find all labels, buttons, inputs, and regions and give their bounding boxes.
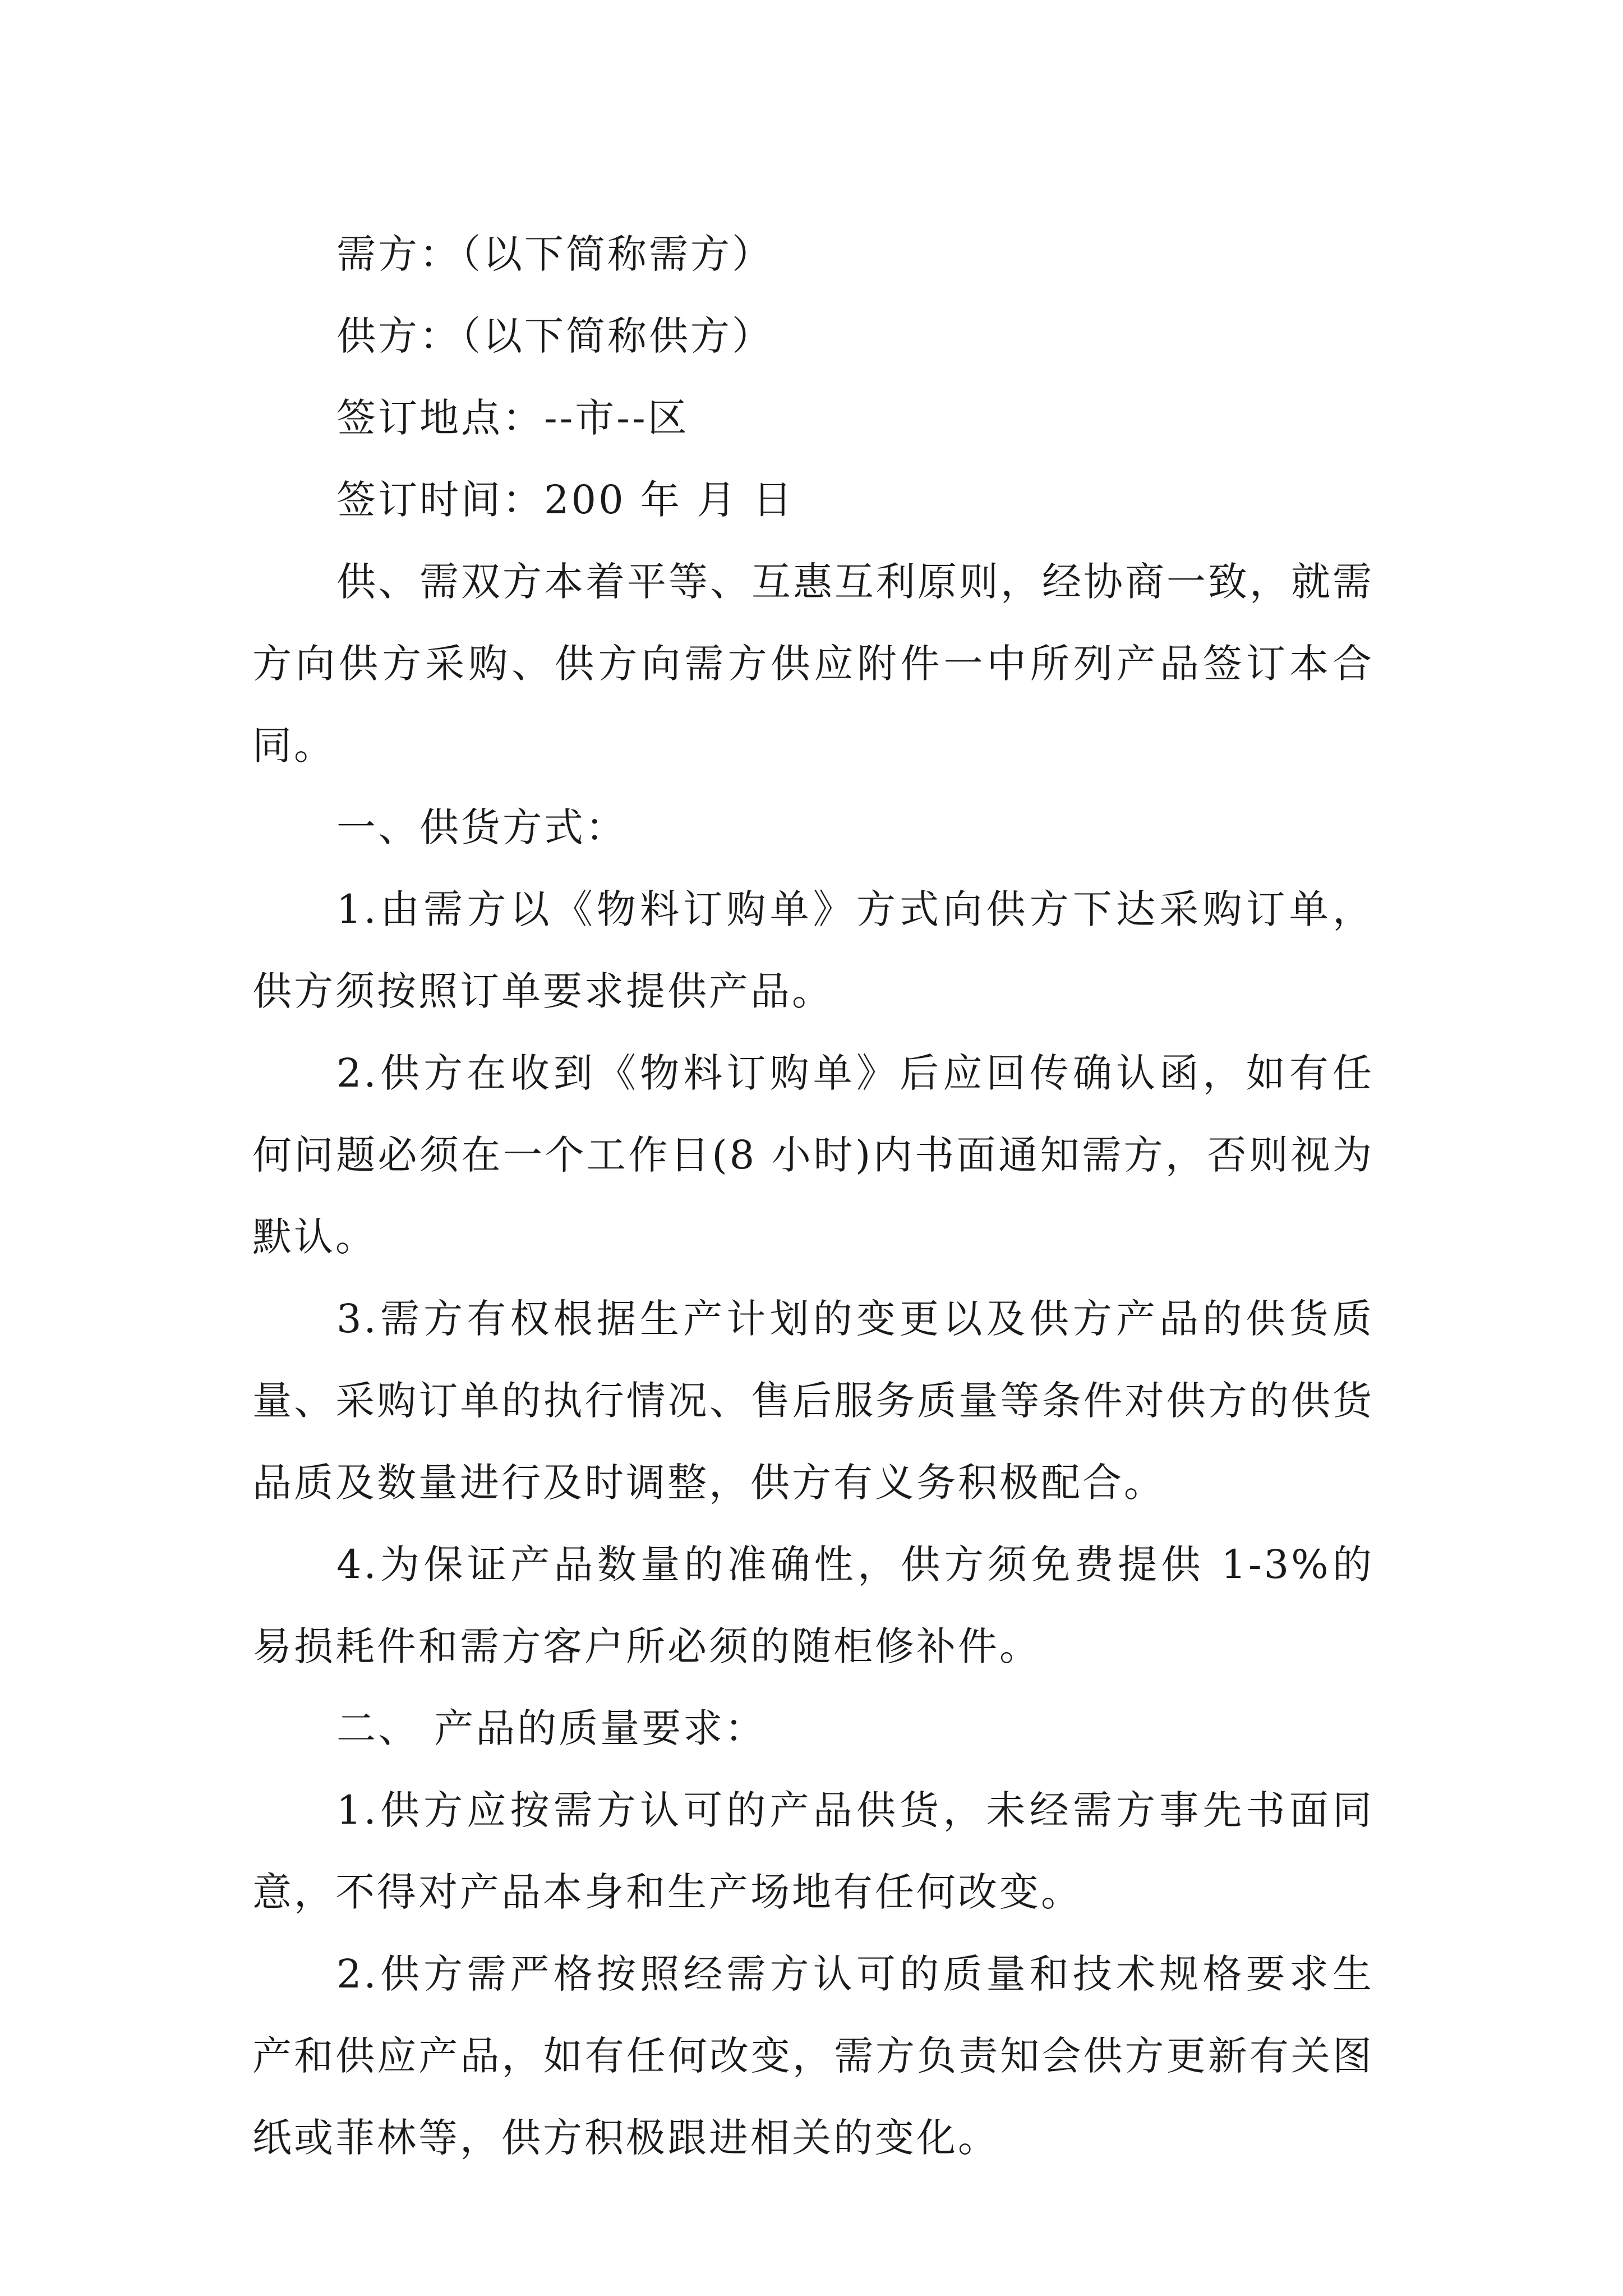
section-1-item: 1.由需方以《物料订购单》方式向供方下达采购订单，供方须按照订单要求提供产品。 bbox=[252, 886, 1374, 1014]
section-2-item: 2.供方需严格按照经需方认可的质量和技术规格要求生产和供应产品，如有任何改变，需方负责知会供方更新有关图纸或菲林等，供方积极跟进相关的变化。 bbox=[252, 1951, 1374, 2161]
section-1-heading: 一、供货方式： bbox=[336, 804, 627, 850]
section-1-item: 2.供方在收到《物料订购单》后应回传确认函，如有任何问题必须在一个工作日(8 小时)内书面通知需方，否则视为默认。 bbox=[252, 1050, 1374, 1260]
signing-date-line: 签订时间：200 年 月 日 bbox=[336, 477, 795, 523]
buyer-line: 需方：（以下简称需方） bbox=[336, 231, 773, 277]
section-1-item: 4.为保证产品数量的准确性，供方须免费提供 1-3%的易损耗件和需方客户所必须的随柜修补件。 bbox=[252, 1542, 1374, 1669]
section-1-item: 3.需方有权根据生产计划的变更以及供方产品的供货质量、采购订单的执行情况、售后服务质量等条件对供方的供货品质及数量进行及时调整，供方有义务积极配合。 bbox=[252, 1296, 1374, 1506]
supplier-line: 供方：（以下简称供方） bbox=[336, 313, 773, 359]
document-body bbox=[252, 213, 1374, 2179]
section-2-item: 1.供方应按需方认可的产品供货，未经需方事先书面同意，不得对产品本身和生产场地有任何改变。 bbox=[252, 1787, 1374, 1915]
signing-place-line: 签订地点：--市--区 bbox=[336, 395, 689, 441]
section-2-heading: 二、 产品的质量要求： bbox=[336, 1705, 767, 1751]
intro-paragraph: 供、需双方本着平等、互惠互利原则，经协商一致，就需方向供方采购、供方向需方供应附件一中所列产品签订本合同。 bbox=[252, 559, 1374, 769]
